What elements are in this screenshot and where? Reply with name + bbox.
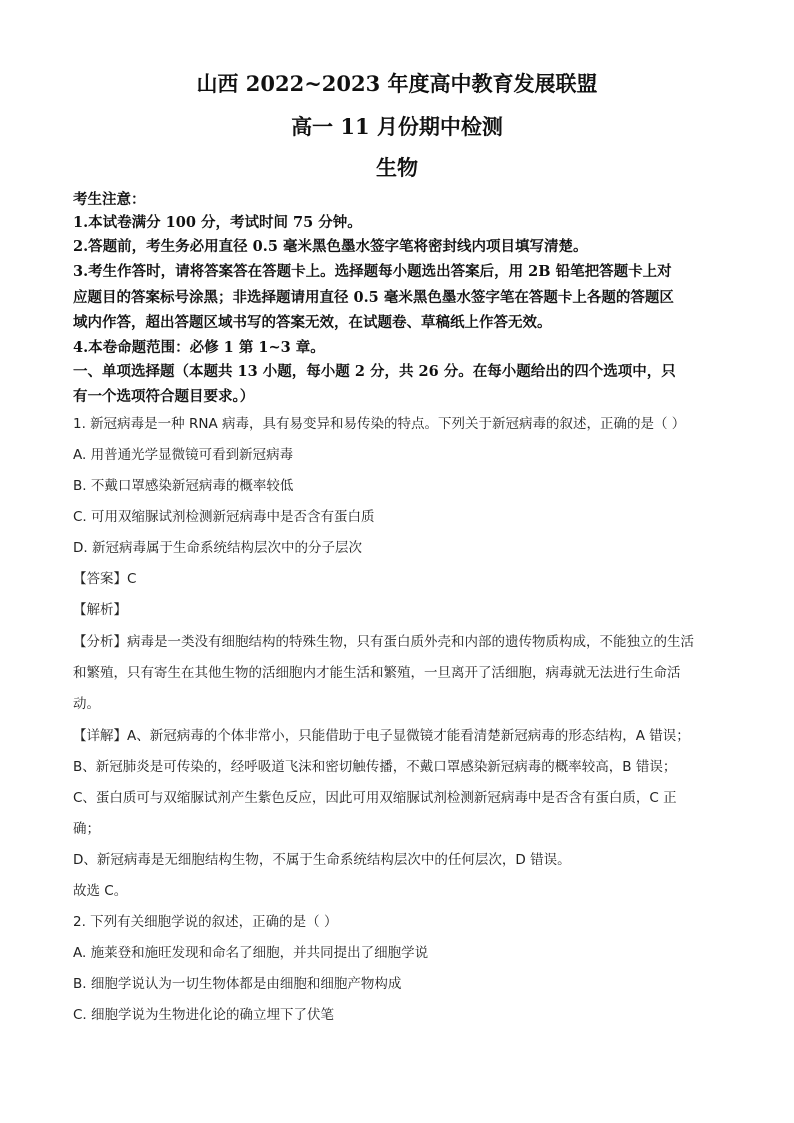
option-a: A. 用普通光学显微镜可看到新冠病毒 — [73, 447, 294, 463]
option-c: C. 细胞学说为生物进化论的确立埋下了伏笔 — [73, 1007, 335, 1023]
detail-text: C、蛋白质可与双缩脲试剂产生紫色反应，因此可用双缩脲试剂检测新冠病毒中是否含有蛋白质，C 正 — [73, 790, 677, 806]
section-heading: 一、单项选择题（本题共 13 小题，每小题 2 分，共 26 分。在每小题给出的四个选项中，只 — [73, 363, 676, 380]
notice-item: 1.本试卷满分 100 分，考试时间 75 分钟。 — [73, 214, 362, 231]
answer-line: 【答案】C — [73, 571, 137, 587]
exam-title: 山西 2022~2023 年度高中教育发展联盟 — [196, 71, 598, 96]
analysis-tag: 【解析】 — [73, 602, 127, 618]
question-stem: 2. 下列有关细胞学说的叙述，正确的是（ ） — [73, 914, 338, 930]
notice-heading: 考生注意： — [73, 191, 146, 208]
exam-subject: 生物 — [376, 155, 418, 180]
analysis-text: 和繁殖，只有寄生在其他生物的活细胞内才能生活和繁殖，一旦离开了活细胞，病毒就无法进行生命活 — [73, 665, 681, 681]
notice-item: 3.考生作答时，请将答案答在答题卡上。选择题每小题选出答案后，用 2B 铅笔把答题卡上对 — [73, 263, 672, 280]
option-a: A. 施莱登和施旺发现和命名了细胞，并共同提出了细胞学说 — [73, 945, 429, 961]
option-c: C. 可用双缩脲试剂检测新冠病毒中是否含有蛋白质 — [73, 509, 375, 525]
notice-item: 域内作答，超出答题区域书写的答案无效，在试题卷、草稿纸上作答无效。 — [73, 314, 552, 331]
detail-text: 【详解】A、新冠病毒的个体非常小，只能借助于电子显微镜才能看清楚新冠病毒的形态结构，A 错误； — [73, 728, 690, 744]
conclusion-text: 故选 C。 — [73, 883, 128, 899]
option-d: D. 新冠病毒属于生命系统结构层次中的分子层次 — [73, 540, 362, 556]
notice-item: 应题目的答案标号涂黑；非选择题请用直径 0.5 毫米黑色墨水签字笔在答题卡上各题的答题区 — [73, 289, 674, 306]
detail-text: 确； — [73, 821, 100, 837]
analysis-text: 动。 — [73, 696, 100, 712]
exam-subtitle: 高一 11 月份期中检测 — [291, 114, 503, 139]
section-heading-cont: 有一个选项符合题目要求。） — [73, 388, 255, 405]
analysis-text: 【分析】病毒是一类没有细胞结构的特殊生物，只有蛋白质外壳和内部的遗传物质构成，不能独立的生活 — [73, 634, 694, 650]
notice-item: 4.本卷命题范围：必修 1 第 1~3 章。 — [73, 339, 325, 356]
option-b: B. 细胞学说认为一切生物体都是由细胞和细胞产物构成 — [73, 976, 402, 992]
question-stem: 1. 新冠病毒是一种 RNA 病毒，具有易变异和易传染的特点。下列关于新冠病毒的叙述，正确的是（ ） — [73, 416, 686, 432]
option-b: B. 不戴口罩感染新冠病毒的概率较低 — [73, 478, 294, 494]
notice-item: 2.答题前，考生务必用直径 0.5 毫米黑色墨水签字笔将密封线内项目填写清楚。 — [73, 238, 588, 255]
detail-text: B、新冠肺炎是可传染的，经呼吸道飞沫和密切触传播，不戴口罩感染新冠病毒的概率较高，B 错误； — [73, 759, 677, 775]
detail-text: D、新冠病毒是无细胞结构生物，不属于生命系统结构层次中的任何层次，D 错误。 — [73, 852, 571, 868]
